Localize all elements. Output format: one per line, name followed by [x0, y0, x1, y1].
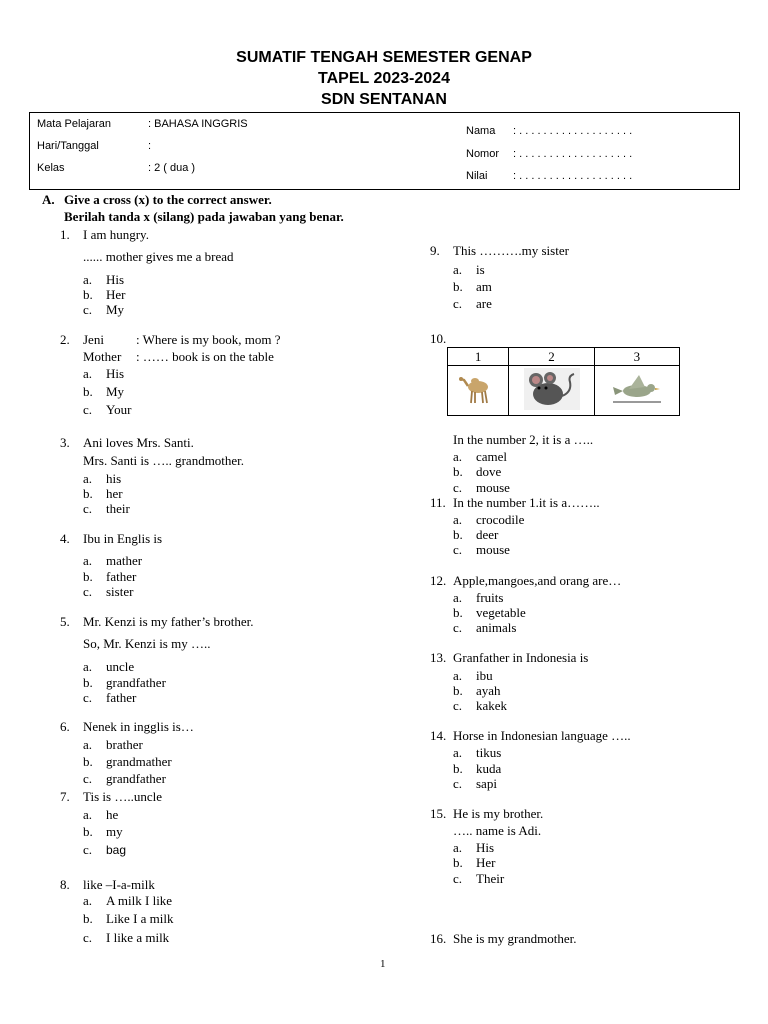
q13-option-b[interactable]: ayah	[476, 683, 501, 698]
q12-option-a-letter: a.	[453, 590, 463, 605]
q15-option-b-letter: b.	[453, 855, 463, 870]
q9-number: 9.	[430, 243, 440, 258]
q10-option-a[interactable]: camel	[476, 449, 508, 464]
q13-option-b-letter: b.	[453, 683, 463, 698]
title-line-3: SDN SENTANAN	[321, 91, 447, 108]
instruction-english: Give a cross (x) to the correct answer.	[64, 192, 272, 207]
q10-option-b[interactable]: dove	[476, 464, 502, 479]
q7-option-c-letter: c.	[83, 842, 93, 857]
value-date: :	[148, 140, 152, 152]
q11-option-b[interactable]: deer	[476, 527, 499, 542]
q7-number: 7.	[60, 789, 70, 804]
camel-image	[458, 372, 498, 406]
q15-number: 15.	[430, 806, 447, 821]
q13-text: Granfather in Indonesia is	[453, 650, 589, 665]
q15-text: He is my brother.	[453, 806, 544, 821]
q11-option-c[interactable]: mouse	[476, 542, 510, 557]
q9-option-b[interactable]: am	[476, 279, 492, 294]
title-line-1: SUMATIF TENGAH SEMESTER GENAP	[236, 49, 532, 66]
q6-option-b-letter: b.	[83, 754, 93, 769]
q1-option-a[interactable]: His	[106, 272, 125, 287]
q3-text: Ani loves Mrs. Santi.	[83, 435, 194, 450]
q14-option-a-letter: a.	[453, 745, 463, 760]
mouse-image	[524, 368, 580, 410]
q10-option-a-letter: a.	[453, 449, 463, 464]
q6-option-b[interactable]: grandmather	[106, 754, 172, 769]
label-date: Hari/Tanggal	[37, 140, 99, 152]
q12-option-b-letter: b.	[453, 605, 463, 620]
q8-option-c[interactable]: I like a milk	[106, 930, 170, 945]
q2-speaker-2: Mother	[83, 349, 122, 364]
q3-option-a[interactable]: his	[106, 471, 122, 486]
q3-option-c[interactable]: their	[106, 501, 130, 516]
page-number: 1	[380, 958, 386, 970]
q10-col-3: 3	[594, 348, 679, 366]
q1-text: I am hungry.	[83, 227, 149, 242]
q5-option-a-letter: a.	[83, 659, 93, 674]
q7-option-b[interactable]: my	[106, 824, 123, 839]
q9-option-b-letter: b.	[453, 279, 463, 294]
q12-option-c[interactable]: animals	[476, 620, 517, 635]
q14-option-c-letter: c.	[453, 776, 463, 791]
q4-number: 4.	[60, 531, 70, 546]
q8-text: like –I-a-milk	[83, 877, 155, 892]
q5-option-b-letter: b.	[83, 675, 93, 690]
q1-option-b[interactable]: Her	[106, 287, 126, 302]
q5-number: 5.	[60, 614, 70, 629]
q10-option-b-letter: b.	[453, 464, 463, 479]
q12-option-a[interactable]: fruits	[476, 590, 504, 605]
q15-option-c[interactable]: Their	[476, 871, 505, 886]
q4-option-c-letter: c.	[83, 584, 93, 599]
q2-text: : Where is my book, mom ?	[136, 332, 281, 347]
q7-text: Tis is …..uncle	[83, 789, 162, 804]
q15-option-c-letter: c.	[453, 871, 463, 886]
q14-number: 14.	[430, 728, 447, 743]
label-subject: Mata Pelajaran	[37, 118, 111, 130]
q11-option-b-letter: b.	[453, 527, 463, 542]
q2-option-b-letter: b.	[83, 384, 93, 399]
q13-option-c[interactable]: kakek	[476, 698, 508, 713]
q14-option-b[interactable]: kuda	[476, 761, 502, 776]
label-score: Nilai	[466, 170, 488, 182]
q10-picture-table	[447, 347, 680, 416]
q2-option-b[interactable]: My	[106, 384, 125, 399]
q13-option-a-letter: a.	[453, 668, 463, 683]
q12-number: 12.	[430, 573, 447, 588]
q11-option-a[interactable]: crocodile	[476, 512, 525, 527]
q8-option-b-letter: b.	[83, 911, 93, 926]
q5-option-b[interactable]: grandfather	[106, 675, 166, 690]
q11-number: 11.	[430, 495, 446, 510]
q2-option-c[interactable]: Your	[106, 402, 132, 417]
title-line-2: TAPEL 2023-2024	[318, 70, 450, 87]
q2-option-a[interactable]: His	[106, 366, 125, 381]
q1-option-c-letter: c.	[83, 302, 93, 317]
q5-text: Mr. Kenzi is my father’s brother.	[83, 614, 254, 629]
q7-option-b-letter: b.	[83, 824, 93, 839]
q13-number: 13.	[430, 650, 447, 665]
q1-option-c[interactable]: My	[106, 302, 125, 317]
q16-number: 16.	[430, 931, 447, 946]
section-letter: A.	[42, 192, 55, 207]
q14-text: Horse in Indonesian language …..	[453, 728, 631, 743]
q6-option-c-letter: c.	[83, 771, 93, 786]
q2-speaker-1: Jeni	[83, 332, 104, 347]
q12-option-b[interactable]: vegetable	[476, 605, 526, 620]
q4-text: Ibu in Englis is	[83, 531, 163, 546]
q6-text: Nenek in ingglis is…	[83, 719, 194, 734]
q4-option-c[interactable]: sister	[106, 584, 134, 599]
q2-text-2: : …… book is on the table	[136, 349, 274, 364]
q7-option-a-letter: a.	[83, 807, 93, 822]
q7-option-a[interactable]: he	[106, 807, 119, 822]
q8-option-b[interactable]: Like I a milk	[106, 911, 174, 926]
q3-text-2: Mrs. Santi is ….. grandmother.	[83, 453, 245, 468]
value-subject: : BAHASA INGGRIS	[148, 118, 248, 130]
q3-option-b-letter: b.	[83, 486, 93, 501]
q8-option-a-letter: a.	[83, 893, 93, 908]
q1-option-b-letter: b.	[83, 287, 93, 302]
q4-option-b[interactable]: father	[106, 569, 137, 584]
q12-text: Apple,mangoes,and orang are…	[453, 573, 622, 588]
q6-option-a[interactable]: brather	[106, 737, 143, 752]
q16-text: She is my grandmother.	[453, 931, 577, 946]
q6-number: 6.	[60, 719, 70, 734]
q14-option-c[interactable]: sapi	[476, 776, 497, 791]
q15-option-a[interactable]: His	[476, 840, 495, 855]
label-class: Kelas	[37, 162, 65, 174]
q3-number: 3.	[60, 435, 70, 450]
q8-option-a[interactable]: A milk I like	[106, 893, 173, 908]
q4-option-b-letter: b.	[83, 569, 93, 584]
q9-option-a-letter: a.	[453, 262, 463, 277]
q5-option-c-letter: c.	[83, 690, 93, 705]
q8-option-c-letter: c.	[83, 930, 93, 945]
q4-option-a[interactable]: mather	[106, 553, 143, 568]
q10-col-2: 2	[509, 348, 594, 366]
q10-option-c[interactable]: mouse	[476, 480, 510, 495]
q15-text-2: ….. name is Adi.	[453, 823, 542, 838]
q9-option-c-letter: c.	[453, 296, 463, 311]
q15-option-b[interactable]: Her	[476, 855, 496, 870]
student-info-box	[29, 112, 740, 190]
q9-option-c[interactable]: are	[476, 296, 492, 311]
q10-option-c-letter: c.	[453, 480, 463, 495]
q10-number: 10.	[430, 331, 447, 346]
q5-option-c[interactable]: father	[106, 690, 137, 705]
label-number: Nomor	[466, 148, 500, 160]
name-field[interactable]: : . . . . . . . . . . . . . . . . . . .	[513, 125, 633, 137]
q5-text-2: So, Mr. Kenzi is my …..	[83, 636, 211, 651]
q3-option-c-letter: c.	[83, 501, 93, 516]
label-name: Nama	[466, 125, 496, 137]
q5-option-a[interactable]: uncle	[106, 659, 135, 674]
q8-number: 8.	[60, 877, 70, 892]
q14-option-b-letter: b.	[453, 761, 463, 776]
q6-option-c[interactable]: grandfather	[106, 771, 166, 786]
q13-option-a[interactable]: ibu	[476, 668, 493, 683]
q1-number: 1.	[60, 227, 70, 242]
instruction-indonesian: Berilah tanda x (silang) pada jawaban yang benar.	[64, 209, 344, 224]
q10-text: In the number 2, it is a …..	[453, 432, 594, 447]
q14-option-a[interactable]: tikus	[476, 745, 502, 760]
q11-option-a-letter: a.	[453, 512, 463, 527]
q3-option-b[interactable]: her	[106, 486, 123, 501]
number-field[interactable]: : . . . . . . . . . . . . . . . . . . .	[513, 148, 633, 160]
q13-option-c-letter: c.	[453, 698, 463, 713]
q4-option-a-letter: a.	[83, 553, 93, 568]
value-class: : 2 ( dua )	[148, 162, 196, 174]
score-field[interactable]: : . . . . . . . . . . . . . . . . . . .	[513, 170, 633, 182]
q2-option-a-letter: a.	[83, 366, 93, 381]
bird-image	[609, 371, 665, 407]
q2-number: 2.	[60, 332, 70, 347]
q3-option-a-letter: a.	[83, 471, 93, 486]
q7-option-c[interactable]: bag	[106, 843, 127, 857]
q11-option-c-letter: c.	[453, 542, 463, 557]
q1-option-a-letter: a.	[83, 272, 93, 287]
q6-option-a-letter: a.	[83, 737, 93, 752]
q12-option-c-letter: c.	[453, 620, 463, 635]
q15-option-a-letter: a.	[453, 840, 463, 855]
q9-option-a[interactable]: is	[476, 262, 485, 277]
q10-col-1: 1	[448, 348, 509, 366]
q1-text-2: ...... mother gives me a bread	[83, 249, 234, 264]
q11-text: In the number 1.it is a……..	[453, 495, 600, 510]
q2-option-c-letter: c.	[83, 402, 93, 417]
q9-text: This ……….my sister	[453, 243, 569, 258]
